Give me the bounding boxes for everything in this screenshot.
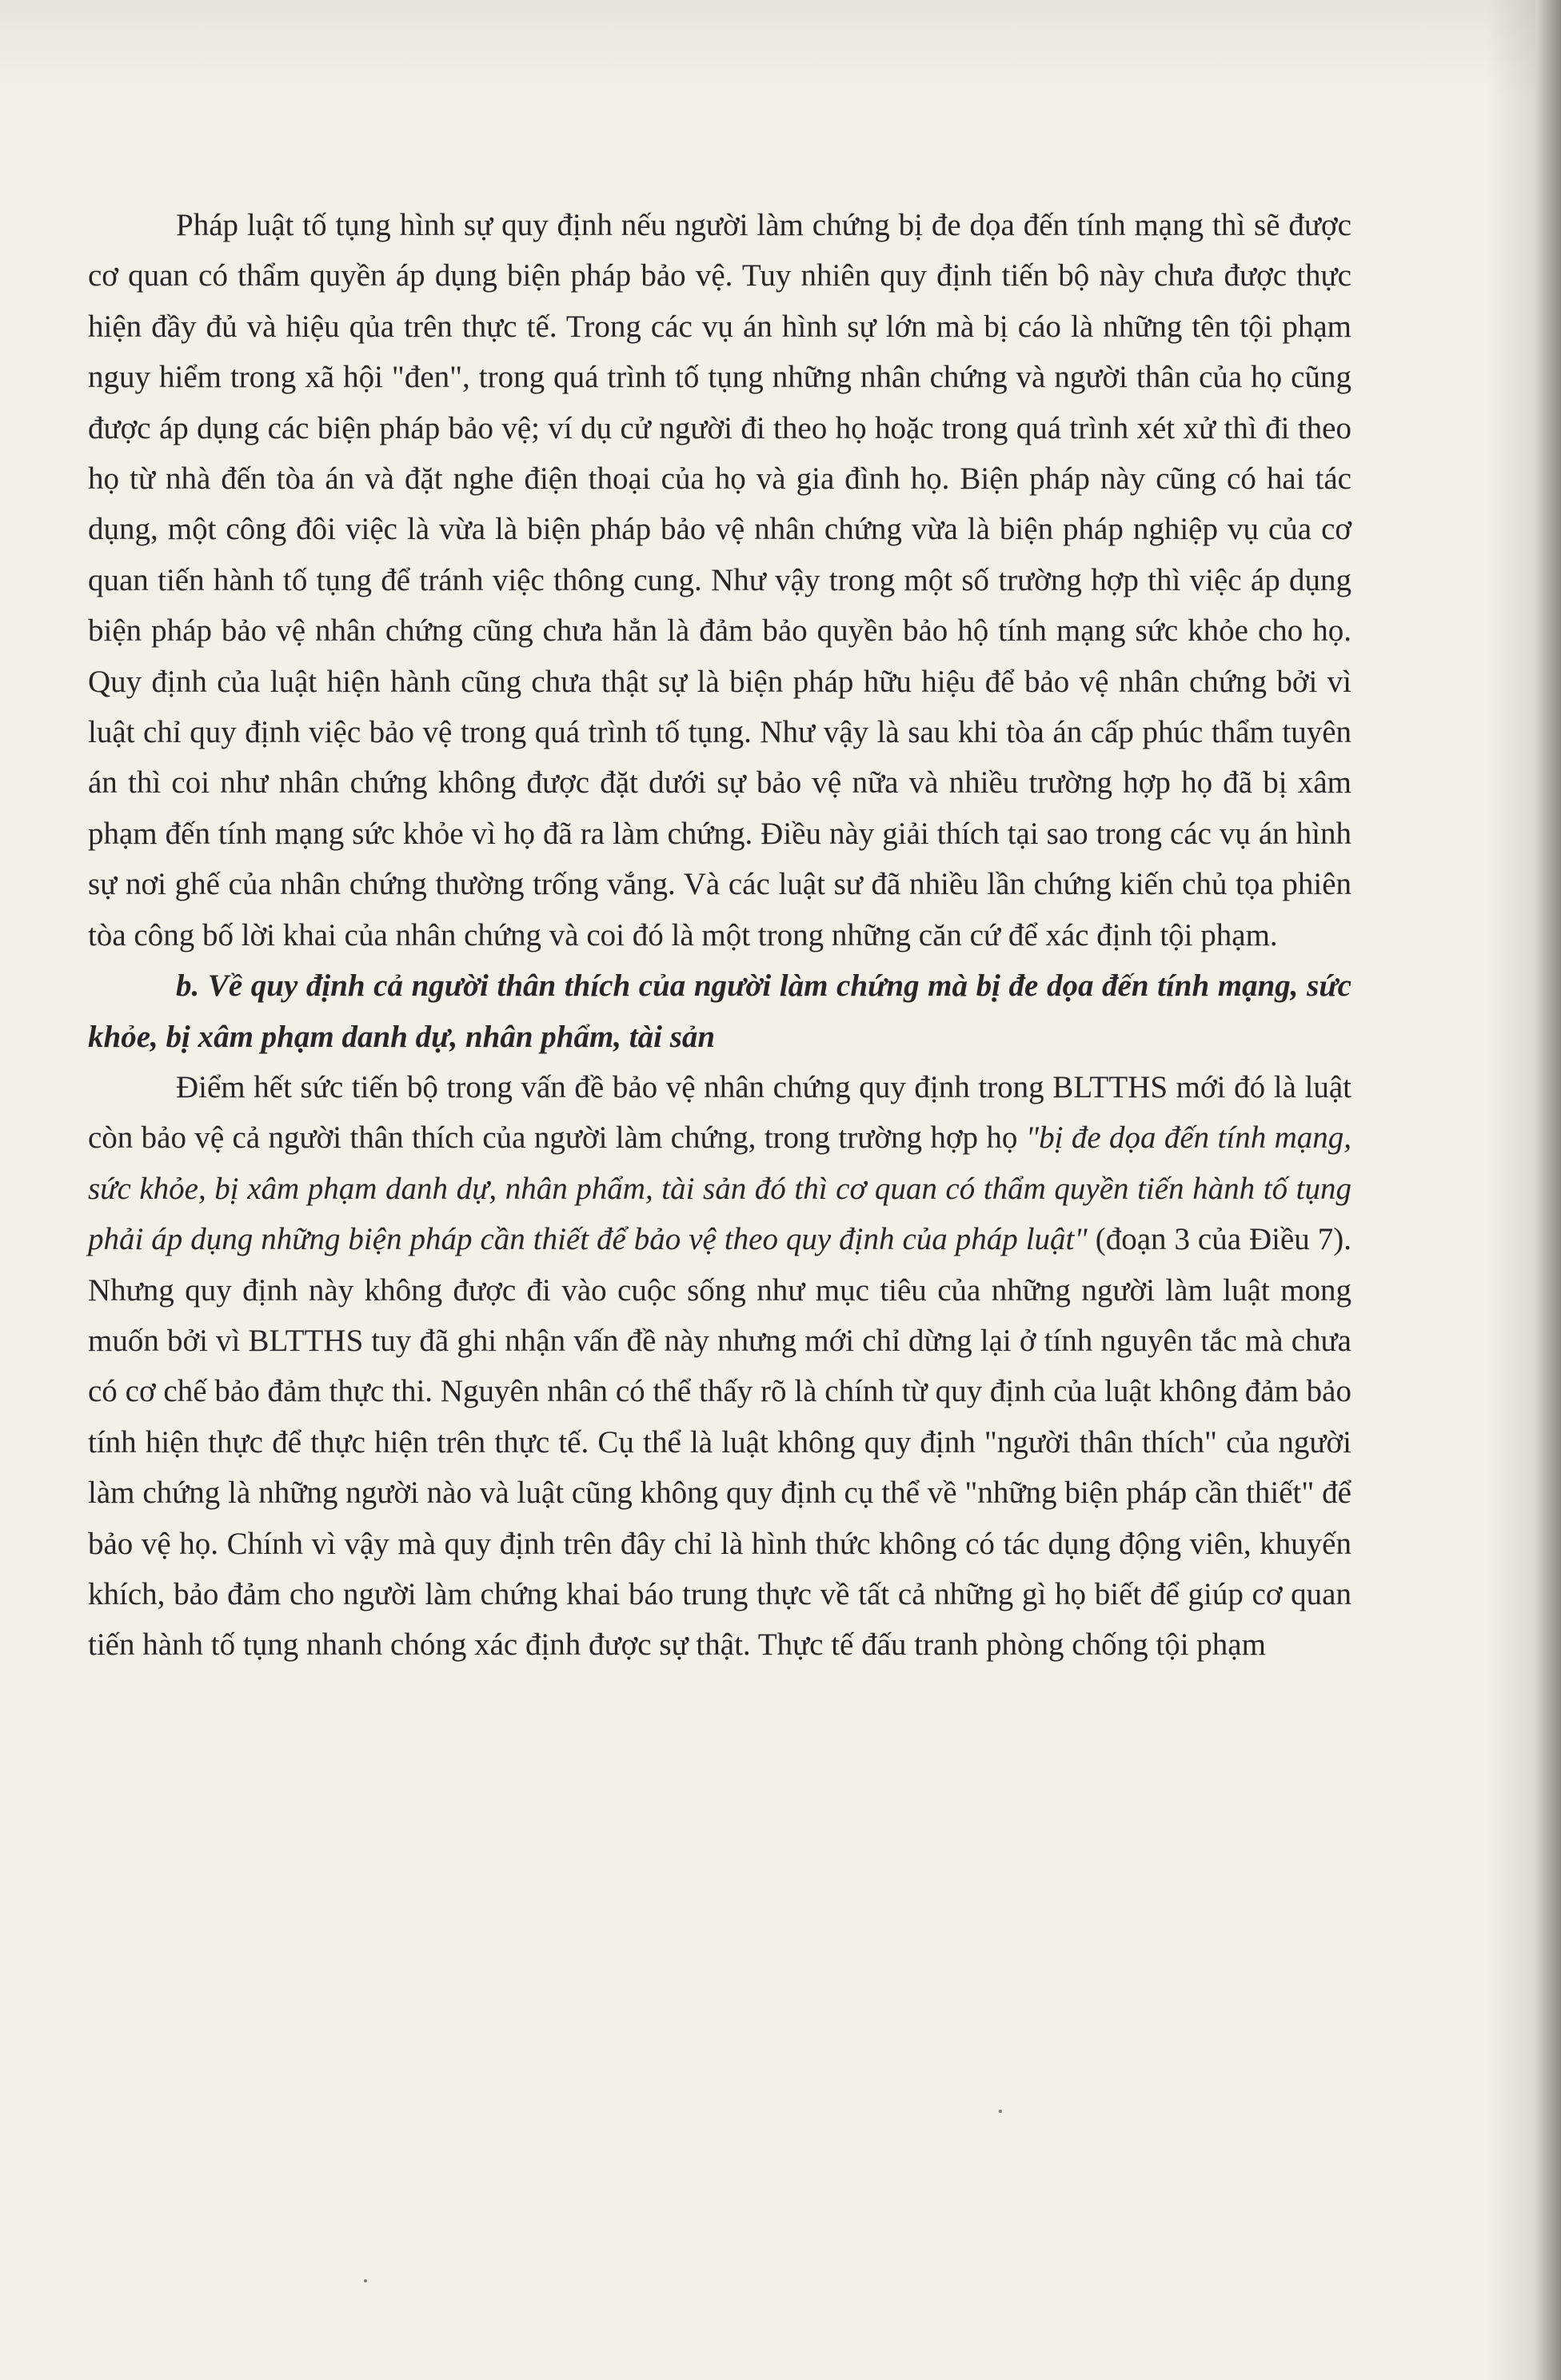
- paragraph-text-after-quote: (đoạn 3 của Điều 7). Nhưng quy định này không được đi vào cuộc sống như mục tiêu của những người làm luật mong muốn bởi vì BLTTHS tuy đã ghi nhận vấn đề này nhưng mới chỉ dừng lại ở tính nguyên tắc mà chưa có cơ chế bảo đảm thực thi. Nguyên nhân có thể thấy rõ là chính từ quy định của luật không đảm bảo tính hiện thực để thực hiện trên thực tế. Cụ thể là luật không quy định "người thân thích" của người làm chứng là những người nào và luật cũng không quy định cụ thể về "những biện pháp cần thiết" để bảo vệ họ. Chính vì vậy mà quy định trên đây chỉ là hình thức không có tác dụng động viên, khuyến khích, bảo đảm cho người làm chứng khai báo trung thực về tất cả những gì họ biết để giúp cơ quan tiến hành tố tụng nhanh chóng xác định được sự thật. Thực tế đấu tranh phòng chống tội phạm: [88, 1222, 1351, 1663]
- paragraph-text-before-quote: Điểm hết sức tiến bộ trong vấn đề bảo vệ nhân chứng quy định trong BLTTHS mới đó là luật còn bảo vệ cả người thân thích của người làm chứng, trong trường hợp họ: [88, 1069, 1351, 1156]
- paragraph-relatives-protection: [88, 1062, 1351, 1671]
- page-text-block: [88, 200, 1351, 1671]
- scan-speck: [364, 2279, 367, 2282]
- page-edge-shadow: [1535, 0, 1561, 2380]
- paragraph-witness-protection: Pháp luật tố tụng hình sự quy định nếu người làm chứng bị đe dọa đến tính mạng thì sẽ được cơ quan có thẩm quyền áp dụng biện pháp bảo vệ. Tuy nhiên quy định tiến bộ này chưa được thực hiện đầy đủ và hiệu qủa trên thực tế. Trong các vụ án hình sự lớn mà bị cáo là những tên tội phạm nguy hiểm trong xã hội "đen", trong quá trình tố tụng những nhân chứng và người thân của họ cũng được áp dụng các biện pháp bảo vệ; ví dụ cử người đi theo họ hoặc trong quá trình xét xử thì đi theo họ từ nhà đến tòa án và đặt nghe điện thoại của họ và gia đình họ. Biện pháp này cũng có hai tác dụng, một công đôi việc là vừa là biện pháp bảo vệ nhân chứng vừa là biện pháp nghiệp vụ của cơ quan tiến hành tố tụng để tránh việc thông cung. Như vậy trong một số trường hợp thì việc áp dụng biện pháp bảo vệ nhân chứng cũng chưa hẳn là đảm bảo quyền bảo hộ tính mạng sức khỏe cho họ. Quy định của luật hiện hành cũng chưa thật sự là biện pháp hữu hiệu để bảo vệ nhân chứng bởi vì luật chỉ quy định việc bảo vệ trong quá trình tố tụng. Như vậy là sau khi tòa án cấp phúc thẩm tuyên án thì coi như nhân chứng không được đặt dưới sự bảo vệ nữa và nhiều trường hợp họ đã bị xâm phạm đến tính mạng sức khỏe vì họ đã ra làm chứng. Điều này giải thích tại sao trong các vụ án hình sự nơi ghế của nhân chứng thường trống vắng. Và các luật sư đã nhiều lần chứng kiến chủ tọa phiên tòa công bố lời khai của nhân chứng và coi đó là một trong những căn cứ để xác định tội phạm.: [88, 208, 1351, 952]
- scan-shadow: [0, 0, 1535, 96]
- section-heading-b: b. Về quy định cả người thân thích của người làm chứng mà bị đe dọa đến tính mạng, sức khỏe, bị xâm phạm danh dự, nhân phẩm, tài sản: [88, 968, 1351, 1054]
- quoted-law-excerpt: "bị đe dọa đến tính mạng, sức khỏe, bị xâm phạm danh dự, nhân phẩm, tài sản đó thì cơ quan có thẩm quyền tiến hành tố tụng phải áp dụng những biện pháp cần thiết để bảo vệ theo quy định của pháp luật": [88, 1120, 1351, 1257]
- scan-speck: [999, 2110, 1002, 2113]
